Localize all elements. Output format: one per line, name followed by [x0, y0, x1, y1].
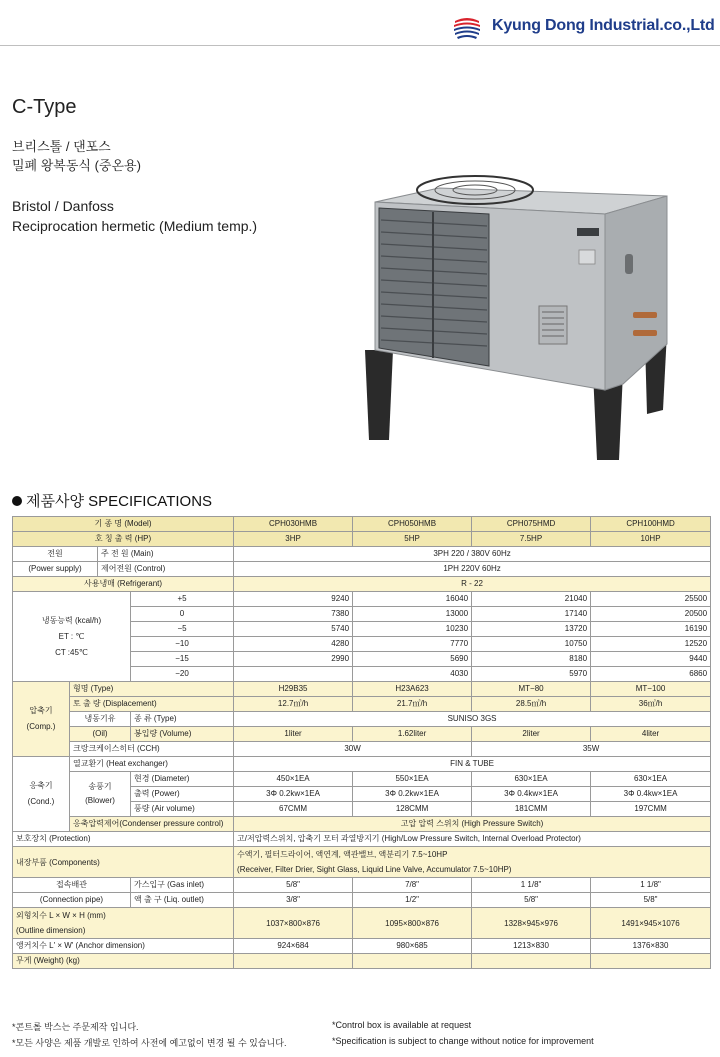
specifications-table — [12, 516, 711, 969]
condenser-label-ko: 응축기 — [29, 781, 53, 790]
table-row — [13, 832, 711, 847]
table-row — [13, 893, 711, 908]
liquid-outlet-value: 1/2" — [353, 893, 472, 908]
condenser-pressure-label: 응축압력제어(Condenser pressure control) — [70, 817, 234, 832]
capacity-label-ko: 냉동능력 (kcal/h) — [41, 615, 102, 625]
table-row — [13, 939, 711, 954]
components-label: 내장부품 (Components) — [13, 847, 234, 878]
oil-volume-value: 4liter — [591, 727, 711, 742]
oil-volume-value: 1liter — [234, 727, 353, 742]
condensing-unit-image — [355, 172, 685, 467]
connection-label-en: (Connection pipe) — [13, 893, 131, 908]
liquid-outlet-value: 3/8" — [234, 893, 353, 908]
table-row — [13, 772, 711, 787]
condenser-label-en: (Cond.) — [27, 797, 55, 806]
cch-value: 35W — [472, 742, 711, 757]
outline-label-1: 외형치수 L × W × H (mm) — [16, 911, 106, 920]
blower-power-value: 3Φ 0.4kw×1EA — [472, 787, 591, 802]
capacity-value: 17140 — [472, 607, 591, 622]
en-subtitle-2: Reciprocation hermetic (Medium temp.) — [12, 218, 258, 234]
power-control-label: 제어전원 (Control) — [98, 562, 234, 577]
outline-value: 1037×800×876 — [234, 908, 353, 939]
protection-value: 고/저압력스위치, 압축기 모터 과열방지기 (High/Low Pressure Switch, Internal Overload Protector) — [234, 832, 711, 847]
table-row — [13, 682, 711, 697]
blower-label-en: (Blower) — [85, 796, 115, 805]
en-subtitle-1: Bristol / Danfoss — [12, 198, 114, 214]
weight-value — [234, 954, 353, 969]
components-value — [234, 847, 711, 878]
oil-label: 냉동기유 — [70, 712, 131, 727]
capacity-temp: −5 — [131, 622, 234, 637]
outline-value: 1095×800×876 — [353, 908, 472, 939]
ko-subtitle-1: 브리스톨 / 댄포스 — [12, 139, 111, 154]
liquid-outlet-label: 액 출 구 (Liq. outlet) — [131, 893, 234, 908]
oil-type-label: 종 류 (Type) — [131, 712, 234, 727]
capacity-value: 10750 — [472, 637, 591, 652]
table-row — [13, 954, 711, 969]
diameter-label: 현경 (Diameter) — [131, 772, 234, 787]
blower-label-ko: 송풍기 — [88, 782, 112, 791]
table-row — [13, 577, 711, 592]
specifications-heading — [12, 490, 212, 511]
anchor-value: 1376×830 — [591, 939, 711, 954]
oil-volume-label: 봉입량 (Volume) — [131, 727, 234, 742]
refrigerant-value: R - 22 — [234, 577, 711, 592]
model-cell: CPH030HMB — [234, 517, 353, 532]
capacity-label-et: ET : ℃ — [58, 631, 85, 641]
hp-cell: 3HP — [234, 532, 353, 547]
compressor-type-value: MT−100 — [591, 682, 711, 697]
model-cell: CPH100HMD — [591, 517, 711, 532]
anchor-label: 앵커치수 L' × W' (Anchor dimension) — [13, 939, 234, 954]
protection-label: 보호장치 (Protection) — [13, 832, 234, 847]
table-row — [13, 562, 711, 577]
weight-value — [591, 954, 711, 969]
diameter-value: 630×1EA — [472, 772, 591, 787]
condenser-label — [13, 757, 70, 832]
anchor-value: 980×685 — [353, 939, 472, 954]
capacity-value: 4030 — [353, 667, 472, 682]
specifications-heading-text: 제품사양 SPECIFICATIONS — [26, 493, 213, 510]
hp-cell: 5HP — [353, 532, 472, 547]
anchor-value: 1213×830 — [472, 939, 591, 954]
table-row — [13, 712, 711, 727]
capacity-temp: −20 — [131, 667, 234, 682]
bullet-icon — [12, 496, 22, 506]
footnote-en-1: *Control box is available at request — [332, 1020, 472, 1030]
table-row — [13, 817, 711, 832]
displacement-label: 토 출 량 (Displacement) — [70, 697, 234, 712]
outline-value: 1328×945×976 — [472, 908, 591, 939]
cch-label: 크랑크케이스히터 (CCH) — [70, 742, 234, 757]
kyung-dong-logo-icon — [452, 14, 482, 42]
footnote-en-2: *Specification is subject to change without notice for improvement — [332, 1036, 594, 1046]
capacity-value — [234, 667, 353, 682]
header-divider — [0, 45, 720, 46]
blower-power-label: 출력 (Power) — [131, 787, 234, 802]
capacity-value: 25500 — [591, 592, 711, 607]
table-row — [13, 697, 711, 712]
table-row — [13, 878, 711, 893]
capacity-value: 5970 — [472, 667, 591, 682]
air-volume-value: 67CMM — [234, 802, 353, 817]
company-name: Kyung Dong Industrial.co.,Ltd — [492, 17, 715, 34]
cch-value: 30W — [234, 742, 472, 757]
footnote-ko-1: *콘트롤 박스는 주문제작 입니다. — [12, 1022, 139, 1032]
table-row — [13, 547, 711, 562]
air-volume-value: 128CMM — [353, 802, 472, 817]
capacity-value: 8180 — [472, 652, 591, 667]
capacity-value: 20500 — [591, 607, 711, 622]
gas-inlet-value: 1 1/8" — [472, 878, 591, 893]
hp-cell: 7.5HP — [472, 532, 591, 547]
heat-exchanger-label: 열교환기 (Heat exchanger) — [70, 757, 234, 772]
compressor-type-value: H29B35 — [234, 682, 353, 697]
diameter-value: 630×1EA — [591, 772, 711, 787]
connection-label: 접속배관 — [13, 878, 131, 893]
displacement-value: 36㎥/h — [591, 697, 711, 712]
compressor-type-value: MT−80 — [472, 682, 591, 697]
oil-type-value: SUNISO 3GS — [234, 712, 711, 727]
capacity-value: 13000 — [353, 607, 472, 622]
liquid-outlet-value: 5/8" — [591, 893, 711, 908]
oil-volume-value: 1.62liter — [353, 727, 472, 742]
model-label: 기 종 명 (Model) — [13, 517, 234, 532]
oil-label-en: (Oil) — [70, 727, 131, 742]
table-row — [13, 742, 711, 757]
condenser-pressure-value: 고압 압력 스위치 (High Pressure Switch) — [234, 817, 711, 832]
table-row — [13, 532, 711, 547]
model-cell: CPH075HMD — [472, 517, 591, 532]
power-label-en: (Power supply) — [13, 562, 98, 577]
capacity-value: 9440 — [591, 652, 711, 667]
air-volume-value: 181CMM — [472, 802, 591, 817]
gas-inlet-value: 5/8" — [234, 878, 353, 893]
displacement-value: 28.5㎥/h — [472, 697, 591, 712]
hp-cell: 10HP — [591, 532, 711, 547]
blower-power-value: 3Φ 0.2kw×1EA — [353, 787, 472, 802]
outline-value: 1491×945×1076 — [591, 908, 711, 939]
model-cell: CPH050HMB — [353, 517, 472, 532]
power-control-value: 1PH 220V 60Hz — [234, 562, 711, 577]
blower-label — [70, 772, 131, 817]
capacity-value: 12520 — [591, 637, 711, 652]
hp-label: 호 칭 출 력 (HP) — [13, 532, 234, 547]
capacity-value: 13720 — [472, 622, 591, 637]
gas-inlet-value: 7/8" — [353, 878, 472, 893]
table-row — [13, 908, 711, 939]
capacity-value: 9240 — [234, 592, 353, 607]
table-row — [13, 727, 711, 742]
heat-exchanger-value: FIN & TUBE — [234, 757, 711, 772]
gas-inlet-label: 가스입구 (Gas inlet) — [131, 878, 234, 893]
weight-label: 무게 (Weight) (kg) — [13, 954, 234, 969]
compressor-label — [13, 682, 70, 757]
compressor-label-ko: 압축기 — [29, 706, 53, 715]
blower-power-value: 3Φ 0.4kw×1EA — [591, 787, 711, 802]
type-title: C-Type — [12, 96, 77, 118]
air-volume-value: 197CMM — [591, 802, 711, 817]
weight-value — [472, 954, 591, 969]
capacity-value: 16040 — [353, 592, 472, 607]
capacity-temp: −10 — [131, 637, 234, 652]
weight-value — [353, 954, 472, 969]
table-row — [13, 847, 711, 878]
diameter-value: 550×1EA — [353, 772, 472, 787]
capacity-value: 7770 — [353, 637, 472, 652]
capacity-label-ct: CT :45℃ — [55, 647, 88, 657]
power-main-value: 3PH 220 / 380V 60Hz — [234, 547, 711, 562]
air-volume-label: 풍량 (Air volume) — [131, 802, 234, 817]
outline-label — [13, 908, 234, 939]
capacity-value: 6860 — [591, 667, 711, 682]
compressor-label-en: (Comp.) — [26, 722, 56, 731]
components-value-en: (Receiver, Filter Drier, Sight Glass, Liquid Line Valve, Accumulator 7.5~10HP) — [237, 865, 512, 874]
outline-label-2: (Outline dimension) — [16, 926, 86, 935]
components-value-ko: 수액기, 필터드라이어, 액연계, 액관밸브, 액분리기 7.5~10HP — [237, 850, 448, 859]
capacity-temp: +5 — [131, 592, 234, 607]
capacity-temp: 0 — [131, 607, 234, 622]
capacity-value: 10230 — [353, 622, 472, 637]
capacity-value: 21040 — [472, 592, 591, 607]
capacity-value: 16190 — [591, 622, 711, 637]
power-main-label: 주 전 원 (Main) — [98, 547, 234, 562]
table-row — [13, 757, 711, 772]
anchor-value: 924×684 — [234, 939, 353, 954]
capacity-value: 7380 — [234, 607, 353, 622]
table-row — [13, 592, 711, 607]
gas-inlet-value: 1 1/8" — [591, 878, 711, 893]
capacity-temp: −15 — [131, 652, 234, 667]
capacity-value: 5690 — [353, 652, 472, 667]
displacement-value: 12.7㎥/h — [234, 697, 353, 712]
capacity-value: 5740 — [234, 622, 353, 637]
compressor-type-label: 형명 (Type) — [70, 682, 234, 697]
compressor-type-value: H23A623 — [353, 682, 472, 697]
refrigerant-label: 사용냉매 (Refrigerant) — [13, 577, 234, 592]
oil-volume-value: 2liter — [472, 727, 591, 742]
footnote-ko-2: *모든 사양은 제품 개발로 인하여 사전에 예고없이 변경 될 수 있습니다. — [12, 1038, 287, 1048]
ko-subtitle-2: 밀폐 왕복동식 (중온용) — [12, 158, 141, 173]
liquid-outlet-value: 5/8" — [472, 893, 591, 908]
displacement-value: 21.7㎥/h — [353, 697, 472, 712]
capacity-value: 4280 — [234, 637, 353, 652]
capacity-label — [13, 592, 131, 682]
capacity-value: 2990 — [234, 652, 353, 667]
table-row — [13, 517, 711, 532]
blower-power-value: 3Φ 0.2kw×1EA — [234, 787, 353, 802]
diameter-value: 450×1EA — [234, 772, 353, 787]
power-label: 전원 — [13, 547, 98, 562]
